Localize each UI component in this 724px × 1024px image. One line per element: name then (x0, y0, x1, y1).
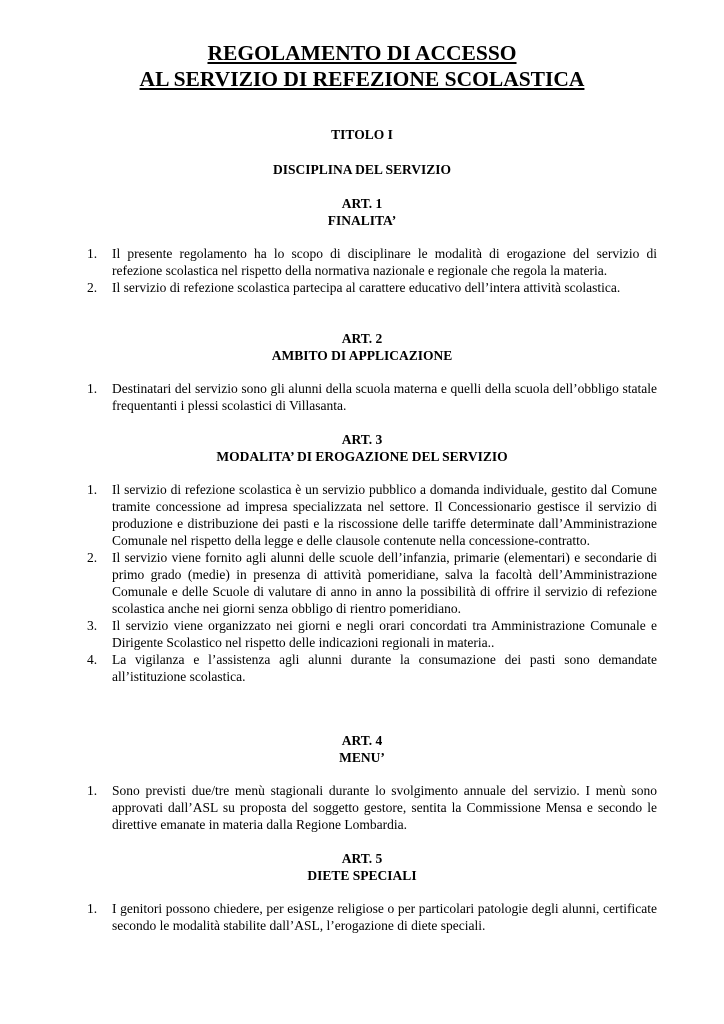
item-text: Destinatari del servizio sono gli alunni della scuola materna e quelli della scuola dell’obbligo statale frequentanti i plessi scolastici di Villasanta. (112, 381, 657, 413)
list-item (87, 617, 657, 651)
article-4-list (87, 782, 657, 833)
list-item (87, 651, 657, 685)
article-3-list (87, 481, 657, 685)
item-text: La vigilanza e l’assistenza agli alunni durante la consumazione dei pasti sono demandate all’istituzione scolastica. (112, 652, 657, 684)
article-3-number: ART. 3 (341, 432, 383, 447)
title-line-1: REGOLAMENTO DI ACCESSO (207, 41, 517, 65)
article-4-heading (0, 732, 724, 766)
article-2-number: ART. 2 (341, 331, 383, 346)
item-number: 2. (87, 550, 98, 565)
article-1-list (87, 245, 657, 296)
article-5-title: DIETE SPECIALI (307, 868, 417, 883)
item-text: Il presente regolamento ha lo scopo di disciplinare le modalità di erogazione del servizio di refezione scolastica nel rispetto della normativa nazionale e regionale che regola la materia. (112, 246, 657, 278)
article-4-number: ART. 4 (341, 733, 383, 748)
titolo-subtitle: DISCIPLINA DEL SERVIZIO (272, 162, 452, 177)
article-3-title: MODALITA’ DI EROGAZIONE DEL SERVIZIO (216, 449, 508, 464)
titolo-label: TITOLO I (331, 127, 393, 142)
article-2-list (87, 380, 657, 414)
article-2-heading (0, 330, 724, 364)
list-item (87, 481, 657, 549)
list-item (87, 549, 657, 617)
document-title (0, 40, 724, 92)
item-text: I genitori possono chiedere, per esigenze religiose o per particolari patologie degli alunni, certificate secondo le modalità stabilite dall’ASL, l’erogazione di diete speciali. (112, 901, 657, 933)
list-item (87, 245, 657, 279)
item-text: Il servizio di refezione scolastica partecipa al carattere educativo dell’intera attività scolastica. (112, 280, 621, 295)
article-5-heading (0, 850, 724, 884)
item-number: 1. (87, 901, 98, 916)
article-1-heading (0, 195, 724, 229)
item-number: 1. (87, 246, 98, 261)
article-5-number: ART. 5 (341, 851, 383, 866)
list-item (87, 279, 657, 296)
article-1-number: ART. 1 (341, 196, 383, 211)
list-item (87, 782, 657, 833)
item-number: 1. (87, 381, 98, 396)
article-4-title: MENU’ (339, 750, 385, 765)
article-1-title: FINALITA’ (327, 213, 397, 228)
item-text: Sono previsti due/tre menù stagionali durante lo svolgimento annuale del servizio. I menù sono approvati dall’ASL su proposta del soggetto gestore, sentita la Commissione Mensa e secondo le direttive emanate in materia dalla Regione Lombardia. (112, 783, 657, 832)
article-5-list (87, 900, 657, 934)
item-text: Il servizio viene organizzato nei giorni e negli orari concordati tra Amministrazione Comunale e Dirigente Scolastico nel rispetto delle indicazioni regionali in materia.. (112, 618, 657, 650)
item-number: 1. (87, 482, 98, 497)
item-number: 1. (87, 783, 98, 798)
list-item (87, 900, 657, 934)
title-line-2: AL SERVIZIO DI REFEZIONE SCOLASTICA (139, 67, 585, 91)
item-number: 2. (87, 280, 98, 295)
item-text: Il servizio viene fornito agli alunni delle scuole dell’infanzia, primarie (elementari) e secondarie di primo grado (medie) in presenza di attività pomeridiane, salva la facoltà dell’Amministrazione Comunale e delle Scuole di valutare di anno in anno la possibilità di offrire il servizio di refezione scolastica anche nei giorni senza obbligo di rientro pomeridiano. (112, 550, 657, 616)
item-number: 4. (87, 652, 98, 667)
list-item (87, 380, 657, 414)
article-2-title: AMBITO DI APPLICAZIONE (271, 348, 453, 363)
item-text: Il servizio di refezione scolastica è un servizio pubblico a domanda individuale, gestito dal Comune tramite concessione ad impresa specializzata nel settore. Il Concessionario gestisce il servizio di produzione e distribuzione dei pasti e la riscossione delle tariffe determinate dall’Amministrazione Comunale nel rispetto della legge e delle clausole contenute nella concessione-contratto. (112, 482, 657, 548)
article-3-heading (0, 431, 724, 465)
item-number: 3. (87, 618, 98, 633)
